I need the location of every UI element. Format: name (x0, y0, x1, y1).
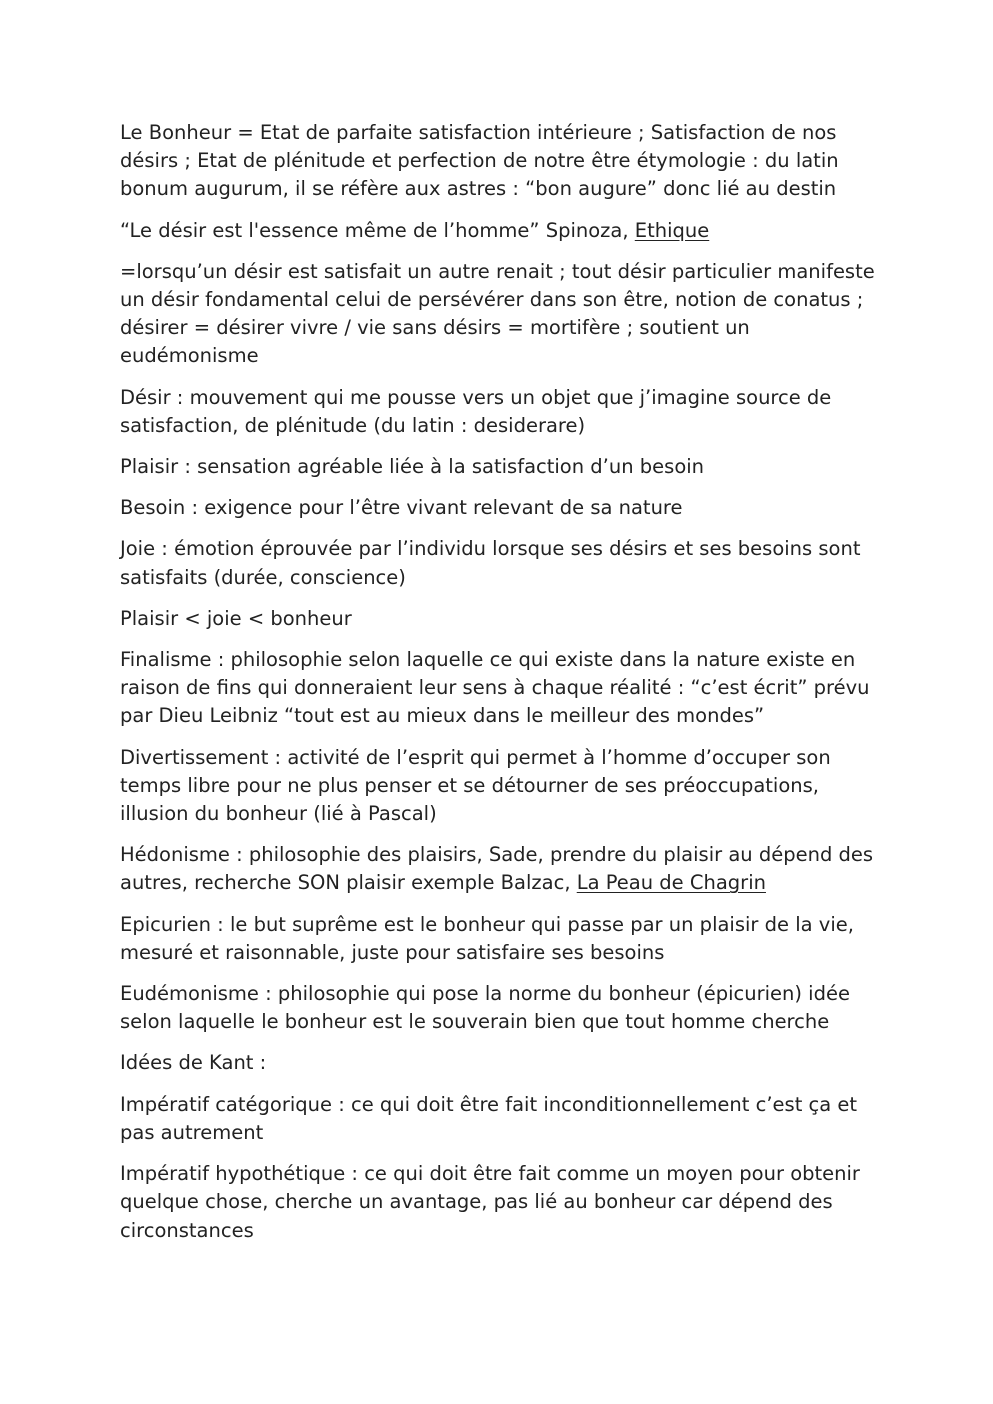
paragraph-text: Plaisir < joie < bonheur (120, 606, 352, 630)
paragraph-desir-definition (120, 384, 880, 440)
paragraph-text: Plaisir : sensation agréable liée à la satisfaction d’un besoin (120, 455, 705, 479)
document-page (120, 119, 880, 1258)
paragraph-comparison (120, 605, 880, 633)
paragraph-text: Epicurien : le but suprême est le bonheur qui passe par un plaisir de la vie, mesuré et raisonnable, juste pour satisfaire ses besoins (120, 912, 854, 964)
paragraph-imperatif-categorique (120, 1091, 880, 1147)
paragraph-hedonisme-definition (120, 841, 880, 897)
paragraph-text: Divertissement : activité de l’esprit qui permet à l’homme d’occuper son temps libre pour ne plus penser et se détourner de ses préoccupations, illusion du bonheur (lié à Pascal) (120, 745, 831, 826)
paragraph-epicurien-definition (120, 911, 880, 967)
paragraph-text: =lorsqu’un désir est satisfait un autre renait ; tout désir particulier manifeste un désir fondamental celui de persévérer dans son être, notion de conatus ; désirer = désirer vivre / vie sans désirs = mortifère ; soutient un eudémonisme (120, 259, 875, 368)
paragraph-finalisme-definition (120, 646, 880, 731)
paragraph-besoin-definition (120, 494, 880, 522)
paragraph-text: Finalisme : philosophie selon laquelle ce qui existe dans la nature existe en raison de fins qui donneraient leur sens à chaque réalité : “c’est écrit” prévu par Dieu Leibniz “tout est au mieux dans le meilleur des mondes” (120, 648, 870, 728)
paragraph-divertissement-definition (120, 744, 880, 829)
paragraph-text: Idées de Kant : (120, 1051, 267, 1075)
book-title-peau-de-chagrin: La Peau de Chagrin (576, 871, 766, 895)
paragraph-text: “Le désir est l'essence même de l’homme” Spinoza, (120, 218, 635, 242)
paragraph-bonheur-definition (120, 119, 880, 204)
paragraph-conatus (120, 258, 880, 371)
paragraph-text: Besoin : exigence pour l’être vivant relevant de sa nature (120, 496, 683, 520)
paragraph-text: Hédonisme : philosophie des plaisirs, Sade, prendre du plaisir au dépend des autres, recherche SON plaisir exemple Balzac, (120, 843, 874, 895)
paragraph-text: Joie : émotion éprouvée par l’individu lorsque ses désirs et ses besoins sont satisfaits (durée, conscience) (120, 537, 861, 589)
book-title-ethique: Ethique (634, 218, 710, 242)
paragraph-text: Désir : mouvement qui me pousse vers un objet que j’imagine source de satisfaction, de plénitude (du latin : desiderare) (120, 385, 832, 437)
paragraph-text: Eudémonisme : philosophie qui pose la norme du bonheur (épicurien) idée selon laquelle le bonheur est le souverain bien que tout homme cherche (120, 982, 850, 1034)
paragraph-plaisir-definition (120, 453, 880, 481)
paragraph-kant-heading (120, 1049, 880, 1077)
paragraph-text: Impératif hypothétique : ce qui doit être fait comme un moyen pour obtenir quelque chose, cherche un avantage, pas lié au bonheur car dépend des circonstances (120, 1162, 860, 1242)
paragraph-imperatif-hypothetique (120, 1160, 880, 1245)
paragraph-text: Impératif catégorique : ce qui doit être fait inconditionnellement c’est ça et pas autrement (120, 1092, 858, 1144)
paragraph-text: Le Bonheur = Etat de parfaite satisfaction intérieure ; Satisfaction de nos désirs ; Etat de plénitude et perfection de notre être étymologie : du latin bonum augurum, il se réfère aux astres : “bon augure” donc lié au destin (120, 121, 839, 201)
paragraph-spinoza-quote (120, 217, 880, 245)
paragraph-eudemonisme-definition (120, 980, 880, 1036)
paragraph-joie-definition (120, 535, 880, 591)
